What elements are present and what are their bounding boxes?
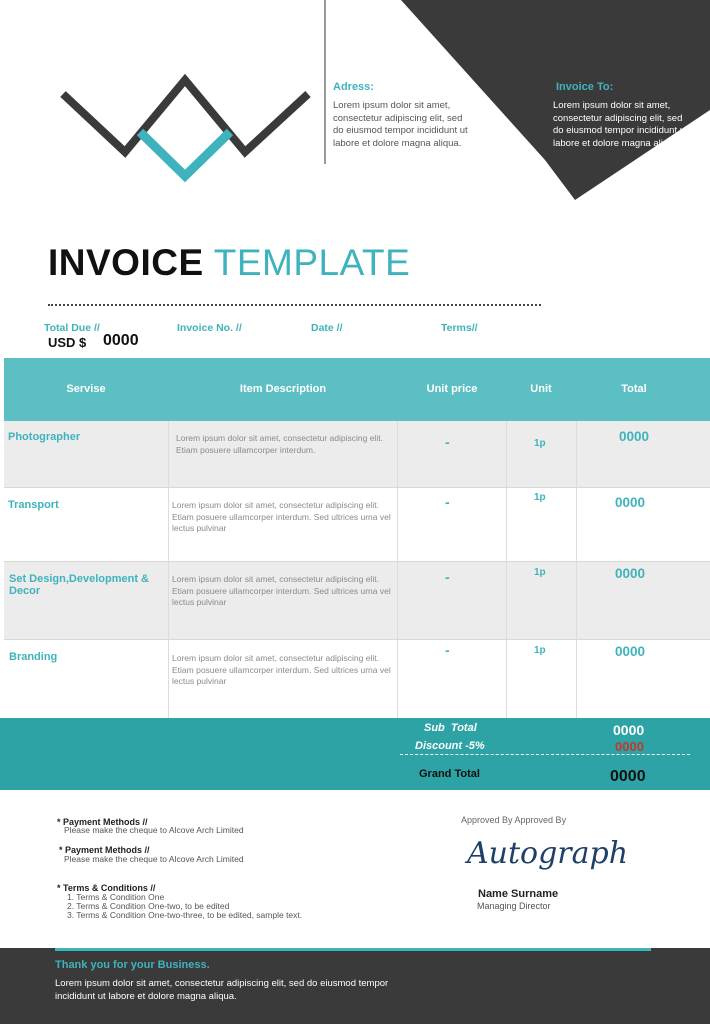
header-unit: Unit	[530, 383, 552, 395]
row-unit-price: -	[445, 434, 450, 450]
header-total: Total	[621, 383, 647, 395]
currency-label: USD $	[48, 335, 87, 350]
payment-method-title: * Payment Methods //	[57, 817, 148, 827]
header-description: Item Description	[239, 383, 327, 395]
grand-total-value: 0000	[610, 768, 646, 785]
row-total: 0000	[615, 644, 646, 659]
payment-method-text: Please make the cheque to Alcove Arch Limited	[64, 825, 244, 835]
row-service: Branding	[9, 651, 58, 663]
row-divider	[4, 487, 710, 488]
column-divider	[576, 421, 577, 718]
row-unit-price: -	[445, 642, 450, 658]
column-divider	[168, 421, 169, 718]
row-total: 0000	[619, 429, 650, 444]
approval-label: Approved By Approved By	[461, 815, 567, 825]
invoice-to-title: Invoice To:	[556, 81, 614, 93]
amount-due: 0000	[103, 332, 139, 349]
header-service: Servise	[66, 383, 106, 395]
terms-title: * Terms & Conditions //	[57, 883, 156, 893]
brand-logo	[60, 72, 312, 184]
header-divider	[324, 0, 326, 164]
row-service: Photographer	[8, 431, 81, 443]
grand-total-label: Grand Total	[419, 768, 480, 780]
address-text: Lorem ipsum dolor sit amet, consectetur adipiscing elit, sed do eiusmod tempor incididunt ut labore et dolore magna aliqua.	[333, 100, 468, 149]
total-due-label: Total Due //	[44, 322, 100, 334]
footer-text: Lorem ipsum dolor sit amet, consectetur adipiscing elit, sed do eiusmod tempor incididunt ut labore et dolore magna aliqua.	[55, 978, 389, 1002]
title-bold: INVOICE	[48, 242, 204, 283]
approver-name: Name Surname	[478, 888, 559, 900]
address-title: Adress:	[333, 81, 374, 93]
summary-dashed-rule	[400, 754, 690, 755]
approver-role: Managing Director	[477, 901, 551, 911]
invoice-no-label: Invoice No. //	[177, 322, 242, 334]
row-total: 0000	[615, 495, 646, 510]
row-description: Lorem ipsum dolor sit amet, consectetur adipiscing elit. Etiam posuere ullamcorper interdum. Sed ultrices urna vel lectus pulvinar	[172, 500, 391, 533]
title-light: TEMPLATE	[213, 242, 411, 283]
payment-method-text: Please make the cheque to Alcove Arch Limited	[64, 854, 244, 864]
row-divider	[4, 561, 710, 562]
row-description: Lorem ipsum dolor sit amet, consectetur adipiscing elit. Etiam posuere ullamcorper interdum. Sed ultrices urna vel lectus pulvinar	[172, 653, 391, 686]
row-unit: 1p	[534, 567, 546, 578]
row-unit-price: -	[445, 569, 450, 585]
row-divider	[4, 639, 710, 640]
title-dotted-rule	[48, 304, 541, 306]
row-service: Transport	[8, 499, 59, 511]
signature: Autograph	[467, 836, 629, 871]
terms-item: 1. Terms & Condition One	[67, 892, 165, 902]
footer-accent-line	[55, 948, 651, 951]
row-description: Lorem ipsum dolor sit amet, consectetur adipiscing elit. Etiam posuere ullamcorper interdum. Sed ultrices urna vel lectus pulvinar	[172, 574, 391, 607]
row-unit-price: -	[445, 494, 450, 510]
invoice-to-text: Lorem ipsum dolor sit amet, consectetur adipiscing elit, sed do eiusmod tempor incididunt ut labore et dolore magna aliqua.	[553, 100, 688, 149]
header-unit-price: Unit price	[426, 383, 478, 395]
payment-method-title: * Payment Methods //	[59, 845, 150, 855]
date-label: Date //	[311, 322, 343, 334]
terms-item: 3. Terms & Condition One-two-three, to be edited, sample text.	[67, 910, 303, 920]
subtotal-value: 0000	[613, 722, 645, 738]
column-divider	[397, 421, 398, 718]
row-service: Set Design,Development & Decor	[9, 573, 149, 597]
row-unit: 1p	[534, 492, 546, 503]
column-divider	[506, 421, 507, 718]
row-unit: 1p	[534, 438, 546, 449]
subtotal-label: Sub Total	[424, 722, 477, 734]
terms-label: Terms//	[441, 322, 478, 334]
row-unit: 1p	[534, 645, 546, 656]
discount-label: Discount -5%	[415, 740, 485, 752]
discount-value: 0000	[615, 739, 644, 754]
row-total: 0000	[615, 566, 646, 581]
footer-thanks: Thank you for your Business.	[55, 959, 210, 971]
page-title	[48, 242, 410, 284]
terms-item: 2. Terms & Condition One-two, to be edited	[67, 901, 230, 911]
row-description: Lorem ipsum dolor sit amet, consectetur adipiscing elit. Etiam posuere ullamcorper interdum.	[176, 433, 383, 455]
